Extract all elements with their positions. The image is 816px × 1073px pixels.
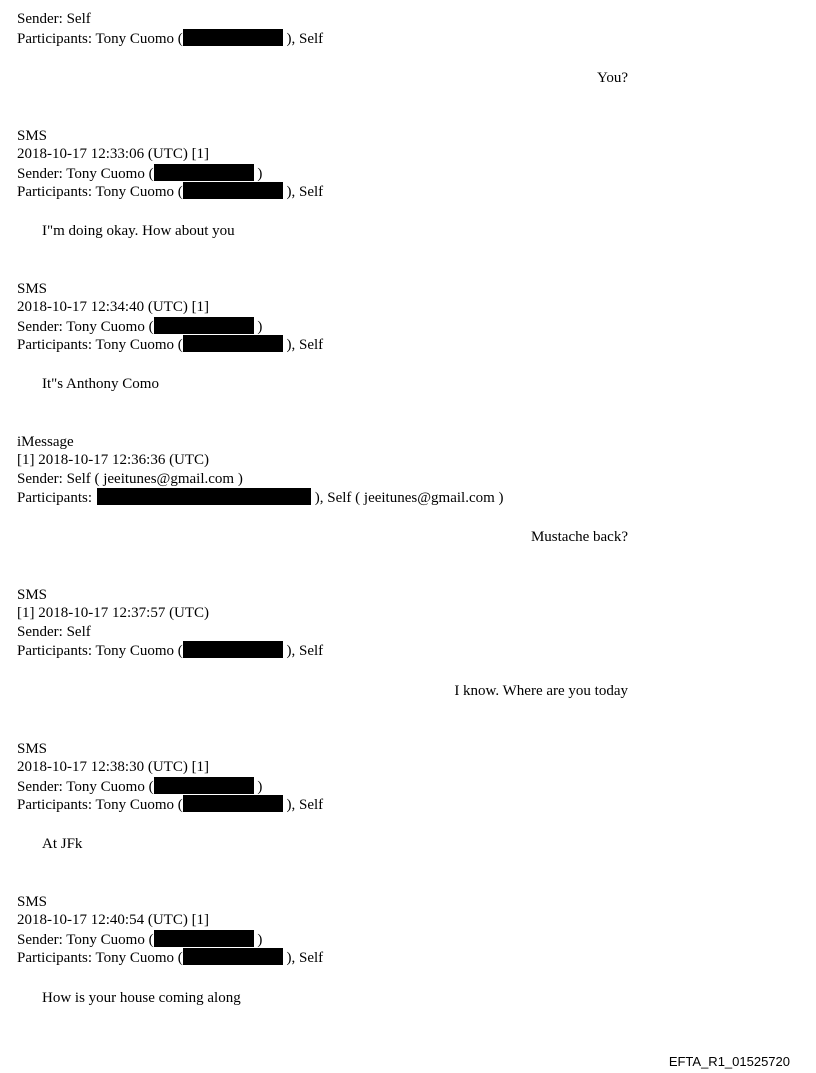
redaction-box bbox=[183, 335, 283, 352]
sender-line: Sender: Self bbox=[17, 624, 91, 640]
redaction-box bbox=[183, 29, 283, 46]
participants-suffix: ), Self ( jeeitunes@gmail.com ) bbox=[314, 490, 504, 506]
message-type: SMS bbox=[17, 741, 48, 757]
participants-prefix: Participants: Tony Cuomo ( bbox=[17, 31, 183, 47]
message-type: iMessage bbox=[17, 434, 74, 450]
redaction-box bbox=[97, 488, 311, 505]
participants-line bbox=[17, 335, 323, 354]
message-text: I"m doing okay. How about you bbox=[42, 223, 235, 239]
redaction-box bbox=[183, 795, 283, 812]
message-text: I know. Where are you today bbox=[454, 683, 628, 699]
redaction-box bbox=[183, 948, 283, 965]
message-type: SMS bbox=[17, 281, 48, 297]
redaction-box bbox=[154, 317, 254, 334]
participants-prefix: Participants: Tony Cuomo ( bbox=[17, 643, 183, 659]
participants-line bbox=[17, 641, 323, 660]
timestamp: [1] 2018-10-17 12:36:36 (UTC) bbox=[17, 452, 210, 468]
document-id: EFTA_R1_01525720 bbox=[668, 1054, 790, 1069]
timestamp: 2018-10-17 12:33:06 (UTC) [1] bbox=[17, 146, 210, 162]
sender-suffix: ) bbox=[257, 779, 263, 795]
participants-suffix: ), Self bbox=[286, 797, 324, 813]
sender-line bbox=[17, 317, 262, 336]
sender-line bbox=[17, 164, 262, 183]
message-text: How is your house coming along bbox=[42, 990, 241, 1006]
participants-line bbox=[17, 182, 323, 201]
message-text: At JFk bbox=[42, 836, 83, 852]
redaction-box bbox=[154, 930, 254, 947]
participants-suffix: ), Self bbox=[286, 184, 324, 200]
sender-prefix: Sender: Tony Cuomo ( bbox=[17, 779, 154, 795]
timestamp: [1] 2018-10-17 12:37:57 (UTC) bbox=[17, 605, 210, 621]
message-type: SMS bbox=[17, 587, 48, 603]
sender-suffix: ) bbox=[257, 932, 263, 948]
participants-prefix: Participants: Tony Cuomo ( bbox=[17, 184, 183, 200]
participants-prefix: Participants: bbox=[17, 490, 92, 506]
sender-prefix: Sender: Tony Cuomo ( bbox=[17, 166, 154, 182]
message-type: SMS bbox=[17, 894, 48, 910]
participants-line bbox=[17, 948, 323, 967]
sender-line: Sender: Self bbox=[17, 11, 91, 27]
sender-line bbox=[17, 777, 262, 796]
participants-prefix: Participants: Tony Cuomo ( bbox=[17, 950, 183, 966]
participants-prefix: Participants: Tony Cuomo ( bbox=[17, 797, 183, 813]
redaction-box bbox=[183, 182, 283, 199]
redaction-box bbox=[183, 641, 283, 658]
message-text: It"s Anthony Como bbox=[42, 376, 159, 392]
participants-suffix: ), Self bbox=[286, 31, 324, 47]
participants-prefix: Participants: Tony Cuomo ( bbox=[17, 337, 183, 353]
timestamp: 2018-10-17 12:34:40 (UTC) [1] bbox=[17, 299, 210, 315]
redaction-box bbox=[154, 164, 254, 181]
participants-suffix: ), Self bbox=[286, 337, 324, 353]
sender-prefix: Sender: Tony Cuomo ( bbox=[17, 932, 154, 948]
message-type: SMS bbox=[17, 128, 48, 144]
sender-prefix: Sender: Tony Cuomo ( bbox=[17, 319, 154, 335]
timestamp: 2018-10-17 12:38:30 (UTC) [1] bbox=[17, 759, 210, 775]
participants-line bbox=[17, 488, 504, 507]
sender-line bbox=[17, 930, 262, 949]
message-text: You? bbox=[597, 70, 628, 86]
sender-line: Sender: Self ( jeeitunes@gmail.com ) bbox=[17, 471, 243, 487]
message-text: Mustache back? bbox=[530, 529, 628, 545]
participants-suffix: ), Self bbox=[286, 643, 324, 659]
sender-suffix: ) bbox=[257, 166, 263, 182]
participants-suffix: ), Self bbox=[286, 950, 324, 966]
participants-line bbox=[17, 29, 323, 48]
redaction-box bbox=[154, 777, 254, 794]
sender-suffix: ) bbox=[257, 319, 263, 335]
timestamp: 2018-10-17 12:40:54 (UTC) [1] bbox=[17, 912, 210, 928]
participants-line bbox=[17, 795, 323, 814]
